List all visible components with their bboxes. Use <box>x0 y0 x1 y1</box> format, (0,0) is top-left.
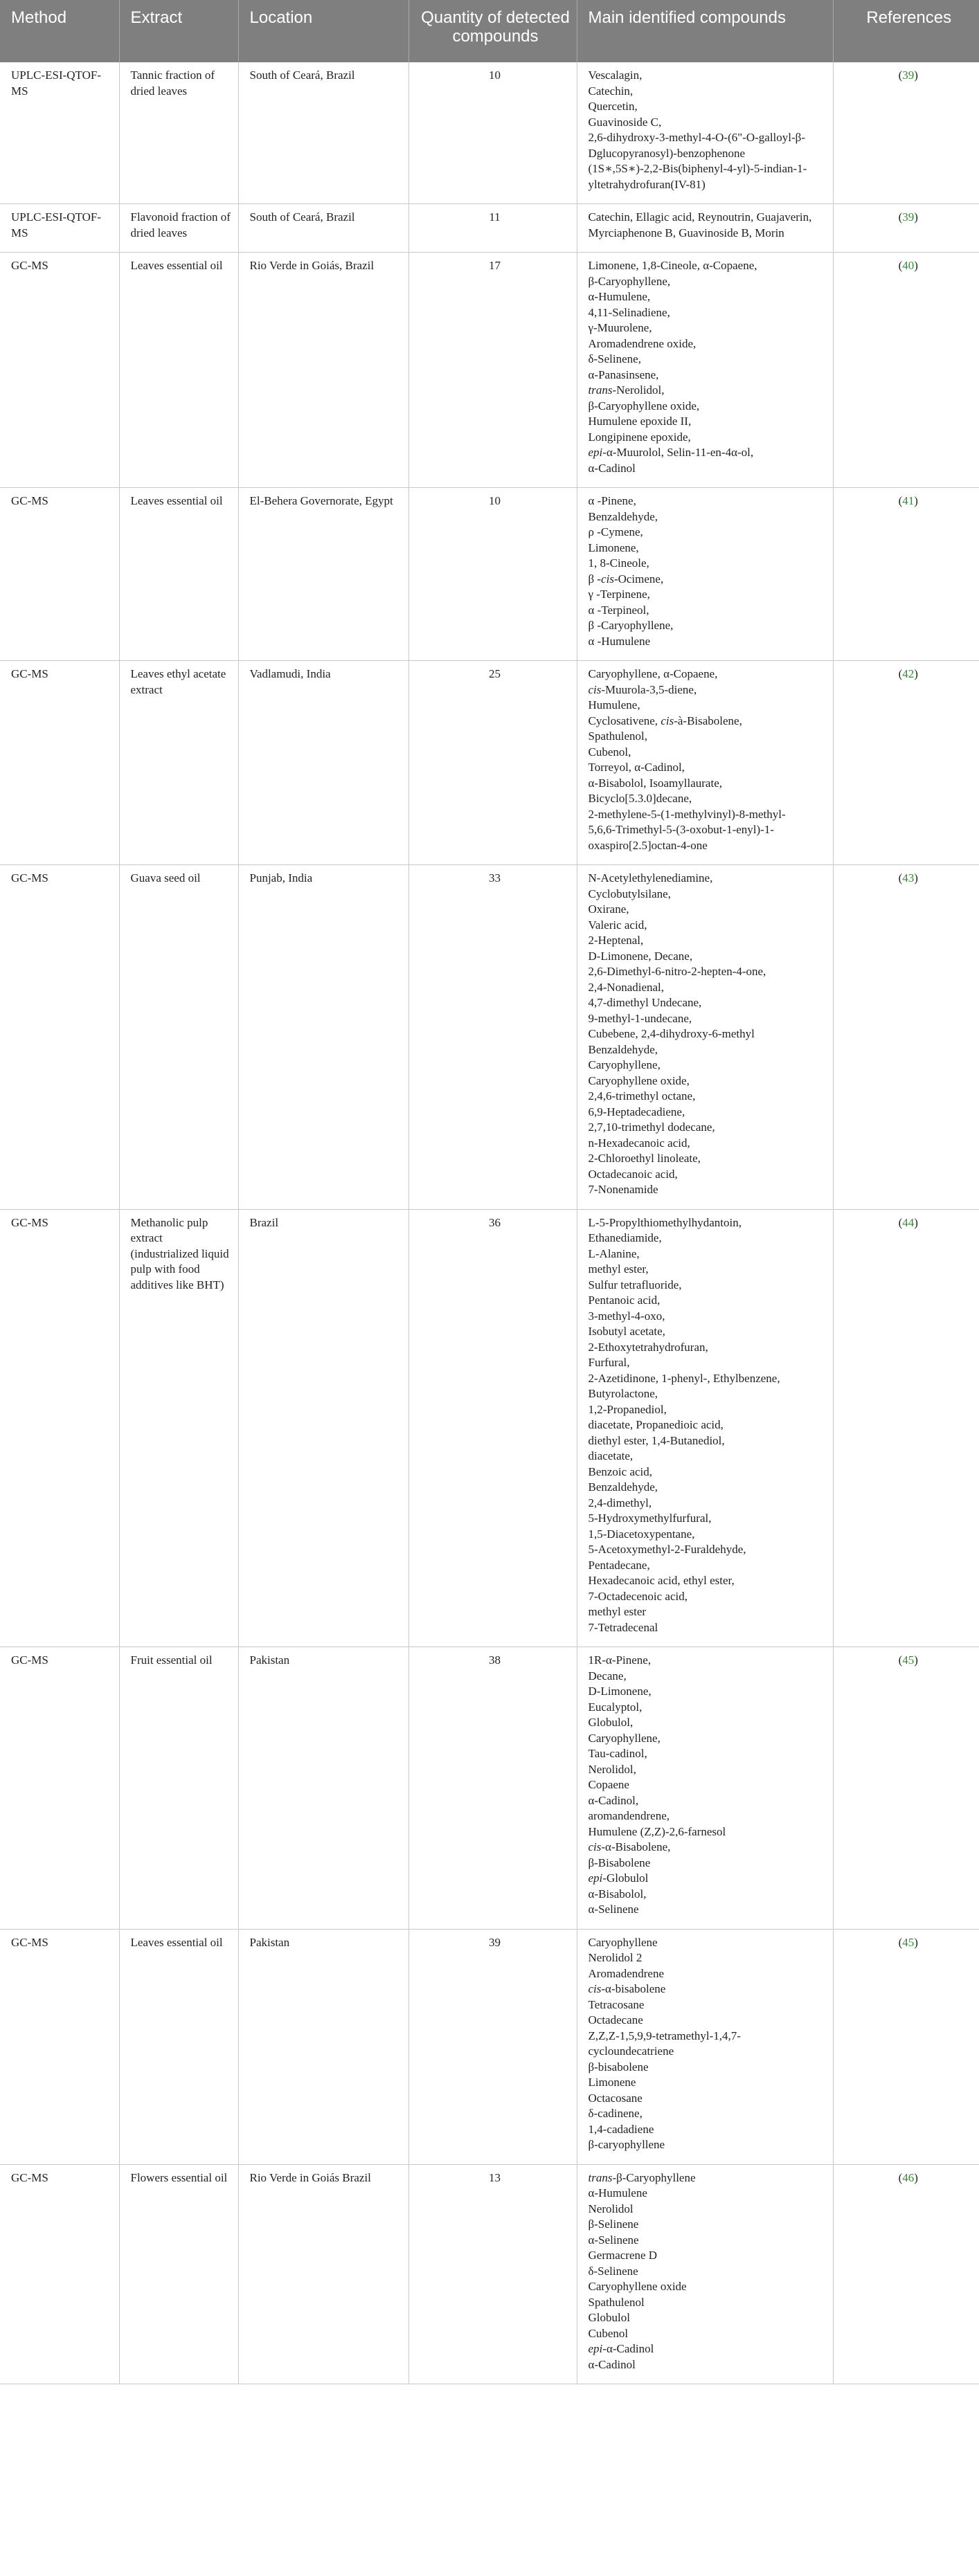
reference-link[interactable]: 40 <box>902 259 915 272</box>
compound-item: α -Pinene, <box>588 494 636 507</box>
compound-item: Guavinoside C, <box>588 115 662 129</box>
compound-item: Caryophyllene, <box>588 1058 661 1071</box>
compound-item: Longipinene epoxide, <box>588 430 691 444</box>
compound-item: β-Selinene <box>588 2217 639 2231</box>
compound-item: Nerolidol, <box>588 1762 636 1776</box>
compound-item: Pentanoic acid, <box>588 1294 661 1307</box>
cell-location: South of Ceará, Brazil <box>238 204 408 253</box>
table-row <box>0 204 979 253</box>
compound-item: Limonene, 1,8-Cineole, α-Copaene, <box>588 259 757 272</box>
cell-compounds <box>577 2164 833 2384</box>
reference-link[interactable]: 39 <box>902 69 915 82</box>
cell-compounds <box>577 661 833 865</box>
compound-item: α-Cadinol <box>588 2357 636 2371</box>
cell-reference: (43) <box>833 865 979 1210</box>
compound-item: diacetate, <box>588 1449 634 1462</box>
compound-item: α-Cadinol, <box>588 1793 639 1807</box>
compound-item: Benzaldehyde, <box>588 509 658 523</box>
compound-item: Benzaldehyde, <box>588 1480 658 1494</box>
cell-quantity: 11 <box>408 204 577 253</box>
compound-item: Valeric acid, <box>588 918 647 932</box>
compound-item: Sulfur tetrafluoride, <box>588 1278 682 1291</box>
compound-item: Caryophyllene, α-Copaene, <box>588 667 718 680</box>
compound-item: 9-methyl-1-undecane, <box>588 1011 692 1025</box>
compound-item: Spathulenol, <box>588 729 647 743</box>
cell-extract: Flowers essential oil <box>119 2164 238 2384</box>
compound-item: 1,4-cadadiene <box>588 2122 654 2136</box>
compound-item: 2,4,6-trimethyl octane, <box>588 1089 696 1103</box>
cell-reference: (40) <box>833 253 979 488</box>
cell-location: South of Ceará, Brazil <box>238 62 408 204</box>
cell-reference: (44) <box>833 1209 979 1647</box>
cell-reference: (45) <box>833 1929 979 2164</box>
compound-item: Cyclobutylsilane, <box>588 887 671 900</box>
compound-item: 5-Hydroxymethylfurfural, <box>588 1512 712 1525</box>
compound-item: L-Alanine, <box>588 1246 640 1260</box>
compound-item: γ-Muurolene, <box>588 321 652 334</box>
compound-item: β-Bisabolene <box>588 1856 651 1869</box>
compound-item: γ -Terpinene, <box>588 588 650 601</box>
compound-item: Catechin, <box>588 84 634 98</box>
cell-compounds <box>577 488 833 661</box>
compound-item: Isobutyl acetate, <box>588 1325 665 1338</box>
cell-method: GC-MS <box>0 2164 119 2384</box>
compound-item: Globulol <box>588 2311 630 2324</box>
compound-item: Quercetin, <box>588 100 638 113</box>
compound-item: (1S∗,5S∗)-2,2-Bis(biphenyl-4-yl)-5-indian-1-yltetrahydrofuran(IV-81) <box>588 162 807 191</box>
cell-quantity: 36 <box>408 1209 577 1647</box>
compound-item: Nerolidol 2 <box>588 1951 643 1964</box>
cell-reference: (42) <box>833 661 979 865</box>
compound-item: Furfural, <box>588 1356 630 1369</box>
reference-link[interactable]: 46 <box>902 2170 915 2184</box>
header-references: References <box>833 0 979 62</box>
cell-method: UPLC-ESI-QTOF-MS <box>0 62 119 204</box>
compound-item: Z,Z,Z-1,5,9,9-tetramethyl-1,4,7-cycloundecatriene <box>588 2029 741 2058</box>
reference-link[interactable]: 45 <box>902 1653 915 1667</box>
compound-item: α-Humulene, <box>588 290 651 303</box>
compound-item: 4,11-Selinadiene, <box>588 305 670 319</box>
cell-reference: (39) <box>833 204 979 253</box>
cell-extract: Tannic fraction of dried leaves <box>119 62 238 204</box>
reference-link[interactable]: 44 <box>902 1215 915 1229</box>
header-row <box>0 0 979 62</box>
compound-item: Cyclosativene, cis-à-Bisabolene, <box>588 714 742 727</box>
compound-item: β-Caryophyllene oxide, <box>588 399 700 412</box>
compound-item: Butyrolactone, <box>588 1387 658 1400</box>
cell-method: GC-MS <box>0 253 119 488</box>
table-row <box>0 2164 979 2384</box>
cell-quantity: 17 <box>408 253 577 488</box>
compound-item: Copaene <box>588 1778 629 1791</box>
cell-location: Punjab, India <box>238 865 408 1210</box>
cell-quantity: 25 <box>408 661 577 865</box>
compound-item: Benzaldehyde, <box>588 1042 658 1056</box>
compound-item: Vescalagin, <box>588 69 643 82</box>
compound-item: β-bisabolene <box>588 2060 649 2074</box>
compound-item: 4,7-dimethyl Undecane, <box>588 996 702 1009</box>
compound-item: α -Terpineol, <box>588 603 649 617</box>
cell-location: Vadlamudi, India <box>238 661 408 865</box>
compound-item: Humulene (Z,Z)-2,6-farnesol <box>588 1824 726 1838</box>
compound-item: trans-β-Caryophyllene <box>588 2170 696 2184</box>
table-row <box>0 865 979 1210</box>
compound-item: β -Caryophyllene, <box>588 619 674 632</box>
compound-item: cis-α-Bisabolene, <box>588 1840 671 1853</box>
header-location: Location <box>238 0 408 62</box>
compound-item: 1, 8-Cineole, <box>588 556 649 570</box>
cell-extract: Fruit essential oil <box>119 1647 238 1930</box>
compound-item: Tau-cadinol, <box>588 1747 647 1760</box>
compound-item: Spathulenol <box>588 2295 645 2309</box>
compound-item: L-5-Propylthiomethylhydantoin, <box>588 1215 742 1229</box>
compound-item: α -Humulene <box>588 634 651 648</box>
compound-item: 2-Chloroethyl linoleate, <box>588 1152 701 1165</box>
reference-link[interactable]: 43 <box>902 871 915 885</box>
cell-quantity: 38 <box>408 1647 577 1930</box>
cell-reference: (46) <box>833 2164 979 2384</box>
cell-quantity: 13 <box>408 2164 577 2384</box>
compound-item: α-Cadinol <box>588 461 636 475</box>
reference-link[interactable]: 39 <box>902 210 915 224</box>
cell-reference: (45) <box>833 1647 979 1930</box>
cell-compounds <box>577 865 833 1210</box>
cell-compounds <box>577 1209 833 1647</box>
compound-item: Hexadecanoic acid, ethyl ester, <box>588 1574 735 1587</box>
compound-item: α-Humulene <box>588 2186 647 2199</box>
compound-item: epi-α-Muurolol, Selin-11-en-4α-ol, <box>588 446 754 459</box>
compound-item: N-Acetylethylenediamine, <box>588 871 713 885</box>
compound-item: 1,5-Diacetoxypentane, <box>588 1527 695 1541</box>
compound-item: Decane, <box>588 1669 627 1682</box>
cell-extract: Leaves ethyl acetate extract <box>119 661 238 865</box>
compound-item: Aromadendrene <box>588 1966 665 1980</box>
compound-item: Germacrene D <box>588 2249 658 2262</box>
compound-item: Caryophyllene, <box>588 1731 661 1745</box>
compound-item: methyl ester <box>588 1605 647 1618</box>
compound-item: α-Panasinsene, <box>588 368 659 381</box>
table-row <box>0 253 979 488</box>
cell-location: Brazil <box>238 1209 408 1647</box>
compound-item: Cubenol <box>588 2326 629 2340</box>
table-row <box>0 62 979 204</box>
table-row <box>0 488 979 661</box>
compound-item: Tetracosane <box>588 1997 645 2011</box>
cell-method: GC-MS <box>0 1209 119 1647</box>
reference-link[interactable]: 41 <box>902 494 915 507</box>
compound-item: ρ -Cymene, <box>588 525 643 538</box>
compound-item: Ethanediamide, <box>588 1231 662 1244</box>
header-quantity: Quantity of detected compounds <box>408 0 577 62</box>
table-row <box>0 661 979 865</box>
compound-item: Torreyol, α-Cadinol, <box>588 761 685 774</box>
compound-item: epi-α-Cadinol <box>588 2342 654 2355</box>
compound-item: 7-Tetradecenal <box>588 1620 658 1634</box>
compound-item: Caryophyllene oxide <box>588 2280 687 2293</box>
compound-item: α-Selinene <box>588 1903 639 1916</box>
cell-method: UPLC-ESI-QTOF-MS <box>0 204 119 253</box>
cell-extract: Leaves essential oil <box>119 1929 238 2164</box>
cell-compounds <box>577 1647 833 1930</box>
cell-extract: Leaves essential oil <box>119 488 238 661</box>
compound-item: Benzoic acid, <box>588 1464 653 1478</box>
cell-quantity: 10 <box>408 62 577 204</box>
compound-item: α-Bisabolol, <box>588 1887 647 1901</box>
compound-item: Globulol, <box>588 1716 634 1729</box>
compound-item: Humulene epoxide II, <box>588 415 692 428</box>
compound-item: Caryophyllene oxide, <box>588 1073 690 1087</box>
cell-location: Pakistan <box>238 1929 408 2164</box>
compound-item: 1R-α-Pinene, <box>588 1653 652 1667</box>
compound-item: cis-Muurola-3,5-diene, <box>588 682 697 696</box>
cell-method: GC-MS <box>0 1647 119 1930</box>
compound-item: 2-Azetidinone, 1-phenyl-, Ethylbenzene, <box>588 1371 780 1385</box>
compound-item: β -cis-Ocimene, <box>588 572 664 586</box>
reference-link[interactable]: 42 <box>902 667 915 680</box>
compound-item: 2,4-dimethyl, <box>588 1496 652 1509</box>
compound-item: n-Hexadecanoic acid, <box>588 1136 690 1150</box>
compound-item: D-Limonene, Decane, <box>588 949 693 963</box>
cell-compounds <box>577 1929 833 2164</box>
compound-item: 7-Octadecenoic acid, <box>588 1589 688 1603</box>
compound-item: 6,9-Heptadecadiene, <box>588 1105 685 1118</box>
compound-item: Pentadecane, <box>588 1558 650 1572</box>
compound-item: Cubebene, 2,4-dihydroxy-6-methyl <box>588 1027 755 1040</box>
compound-item: Octacosane <box>588 2091 643 2105</box>
cell-compounds <box>577 62 833 204</box>
cell-location: Pakistan <box>238 1647 408 1930</box>
cell-method: GC-MS <box>0 661 119 865</box>
cell-method: GC-MS <box>0 1929 119 2164</box>
compound-item: 3-methyl-4-oxo, <box>588 1309 665 1323</box>
compound-item: diacetate, Propanedioic acid, <box>588 1418 724 1431</box>
cell-quantity: 39 <box>408 1929 577 2164</box>
compound-item: Limonene, <box>588 541 639 554</box>
compound-item: α-Bisabolol, Isoamyllaurate, <box>588 776 722 790</box>
compound-item: Caryophyllene <box>588 1935 658 1949</box>
compound-item: 7-Nonenamide <box>588 1183 658 1196</box>
header-extract: Extract <box>119 0 238 62</box>
cell-quantity: 33 <box>408 865 577 1210</box>
compound-item: 2,7,10-trimethyl dodecane, <box>588 1121 715 1134</box>
compound-item: 2,6-dihydroxy-3-methyl-4-O-(6"-O-galloyl-β-Dglucopyranosyl)-benzophenone <box>588 131 805 160</box>
cell-method: GC-MS <box>0 865 119 1210</box>
compound-item: epi-Globulol <box>588 1871 649 1885</box>
compound-item: Limonene <box>588 2076 636 2089</box>
cell-location: El-Behera Governorate, Egypt <box>238 488 408 661</box>
compound-item: D-Limonene, <box>588 1685 652 1698</box>
cell-compounds <box>577 204 833 253</box>
compound-item: 2-Ethoxytetrahydrofuran, <box>588 1340 708 1354</box>
cell-extract: Leaves essential oil <box>119 253 238 488</box>
cell-method: GC-MS <box>0 488 119 661</box>
cell-reference: (39) <box>833 62 979 204</box>
compound-item: δ-Selinene <box>588 2264 638 2278</box>
compound-item: Octadecane <box>588 2013 643 2026</box>
cell-reference: (41) <box>833 488 979 661</box>
compound-item: δ-cadinene, <box>588 2107 643 2120</box>
compound-item: Catechin, Ellagic acid, Reynoutrin, Guajaverin, Myrciaphenone B, Guavinoside B, Morin <box>588 210 812 239</box>
compound-item: α-Selinene <box>588 2233 639 2247</box>
compound-item: Eucalyptol, <box>588 1700 643 1714</box>
cell-extract: Methanolic pulp extract (industrialized liquid pulp with food additives like BHT) <box>119 1209 238 1647</box>
compound-item: β-caryophyllene <box>588 2138 665 2151</box>
compound-item: 5,6,6-Trimethyl-5-(3-oxobut-1-enyl)-1-oxaspiro[2.5]octan-4-one <box>588 823 774 852</box>
cell-extract: Guava seed oil <box>119 865 238 1210</box>
header-compounds: Main identified compounds <box>577 0 833 62</box>
compound-item: 2,6-Dimethyl-6-nitro-2-hepten-4-one, <box>588 965 766 978</box>
table-row <box>0 1647 979 1930</box>
table-row <box>0 1209 979 1647</box>
compound-item: Nerolidol <box>588 2202 634 2215</box>
compound-item: β-Caryophyllene, <box>588 274 671 288</box>
compound-item: diethyl ester, 1,4-Butanediol, <box>588 1433 725 1447</box>
compound-item: Bicyclo[5.3.0]decane, <box>588 792 692 805</box>
compound-item: trans-Nerolidol, <box>588 383 665 397</box>
compound-item: Aromadendrene oxide, <box>588 336 697 350</box>
header-method: Method <box>0 0 119 62</box>
compound-item: Humulene, <box>588 698 640 711</box>
compound-item: 2-methylene-5-(1-methylvinyl)-8-methyl- <box>588 807 786 821</box>
table-row <box>0 1929 979 2164</box>
compound-item: δ-Selinene, <box>588 352 641 365</box>
compound-item: Octadecanoic acid, <box>588 1167 678 1181</box>
compound-item: Oxirane, <box>588 902 629 916</box>
compound-item: 1,2-Propanediol, <box>588 1402 667 1416</box>
cell-location: Rio Verde in Goiás, Brazil <box>238 253 408 488</box>
cell-compounds <box>577 253 833 488</box>
compound-item: 5-Acetoxymethyl-2-Furaldehyde, <box>588 1543 746 1556</box>
compound-item: Cubenol, <box>588 745 631 759</box>
compound-item: aromandendrene, <box>588 1809 670 1822</box>
compound-item: methyl ester, <box>588 1262 649 1276</box>
cell-quantity: 10 <box>408 488 577 661</box>
compound-item: cis-α-bisabolene <box>588 1982 666 1995</box>
compound-item: 2-Heptenal, <box>588 934 644 947</box>
cell-location: Rio Verde in Goiás Brazil <box>238 2164 408 2384</box>
reference-link[interactable]: 45 <box>902 1935 915 1949</box>
compound-item: 2,4-Nonadienal, <box>588 980 665 994</box>
cell-extract: Flavonoid fraction of dried leaves <box>119 204 238 253</box>
